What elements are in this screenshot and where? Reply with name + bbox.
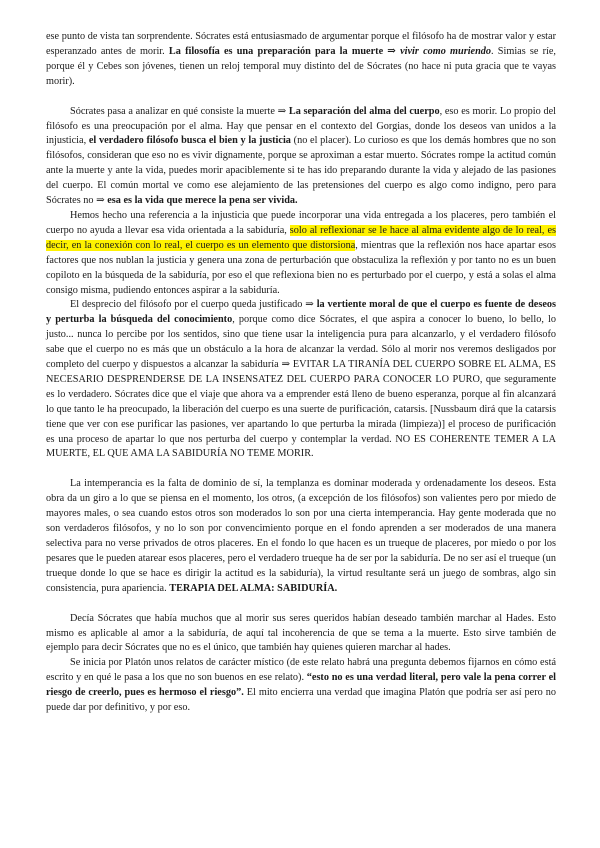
bold-phrase: TERAPIA DEL ALMA: SABIDURÍA. xyxy=(169,582,338,594)
bold-phrase: esa es la vida que merece la pena ser vivida. xyxy=(107,195,298,207)
highlighted-passage: solo al reflexionar se le hace al alma evidente algo de lo real, es decir, en la conexión con lo real, el cuerpo es un elemento que distorsiona xyxy=(46,224,556,251)
paragraph-7: Se inicia por Platón unos relatos de carácter místico (de este relato habrá una pregunta debemos fijarnos en cómo está escrito y en qué le pasa a los que no son buenos en ese relato). “esto no es una verdad literal, pero vale la pena correr el riesgo de creerlo, pues es hermoso el riesgo”. El mito encierra una verdad que imagina Platón que podría ser así pero no puede dar por definitivo, y por eso. xyxy=(46,657,556,714)
bold-phrase: La separación del alma del cuerpo xyxy=(288,105,440,117)
bold-italic-phrase: vivir como muriendo xyxy=(400,45,492,57)
paragraph-1: ese punto de vista tan sorprendente. Sócrates está entusiasmado de argumentar porque el filósofo ha de mostrar valor y estar esperanzado antes de morir. La filosofía es una preparación para la muerte ⇒ vivir como muriendo. Simias se ríe, porque él y Cebes son jóvenes, tienen un reloj temporal muy distinto del de Sócrates (no hace ni puta gracia que te vayas morir). xyxy=(46,31,556,87)
paragraph-6: Decía Sócrates que había muchos que al morir sus seres queridos habían deseado también marchar al Hades. Esto mismo es aplicable al amor a la sabiduría, de aquí tal incoherencia de que se tema a la muerte. Esto sirve también de ejemplo para decir Sócrates que no es el único, que también hay quienes quieren marchar al hades. xyxy=(46,612,556,654)
bold-quote: “esto no es una verdad literal, pero vale la pena correr el riesgo de creerlo, pues es hermoso el riesgo”. xyxy=(46,672,556,699)
paragraph-3: Hemos hecho una referencia a la injusticia que puede incorporar una vida entregada a los placeres, pero también el cuerpo no ayuda a llevar esa vida orientada a la sabiduría, solo al reflexionar se le hace al alma evidente algo de lo real, es decir, en la conexión con lo real, el cuerpo es un elemento que distorsiona, mientras que la reflexión nos hace apartar esos factores que nos nublan la justicia y genera una zona de perturbación que obstaculiza la reflexión y por tanto no es un buen copiloto en la búsqueda de la sabiduría, por eso el que reflexiona bien no es perturbado por el cuerpo, y está a solas el alma consigo misma, pudiendo entonces aspirar a la sabiduría. xyxy=(46,209,556,296)
bold-phrase: la vertiente moral de que el cuerpo es fuente de deseos y perturba la búsqueda del conocimiento xyxy=(46,299,556,326)
paragraph-5: La intemperancia es la falta de dominio de sí, la templanza es dominar moderada y ordenadamente los deseos. Esta obra da un giro a lo que se piensa en el momento, los otros, (a excepción de los filósofos) son valientes pero por miedo de mayores males, o sea cuando estos otros son moderados lo son por una cierta intemperancia. Hay gente moderada que no son verdaderos filósofos, y no lo son por convencimiento porque en el fondo aprenden a ser moderados de una manera selectiva para no verse privados de otros placeres. En el fondo lo que hacen es un trueque de placeres, por miedo o por los pesares que le pueden atarear esos placeres, pero el verdadero trueque ha de ser por la sabiduría. De no ser así el trueque (un trueque donde lo que se hace es dirigir la actitud es la sabiduría), la virtud resultante será un juego de sombras, algo sin consistencia, pura apariencia. TERAPIA DEL ALMA: SABIDURÍA. xyxy=(46,478,556,594)
bold-phrase: el verdadero filósofo busca el bien y la justicia xyxy=(88,135,291,147)
document-page xyxy=(46,30,556,716)
bold-phrase: La filosofía es una preparación para la muerte ⇒ xyxy=(168,45,401,57)
paragraph-2: Sócrates pasa a analizar en qué consiste la muerte ⇒ La separación del alma del cuerpo, eso es morir. Lo propio del filósofo es una preocupación por el alma. Hay que pensar en el contexto del Gorgias, donde los deseos van unidos a la injusticia, el verdadero filósofo busca el bien y la justicia (no el placer). Lo curioso es que los demás hombres que no son filósofos, consideran que eso no es vivir dignamente, porque se aproximan a estar muerto. Sócrates rompe la actitud común ante la muerte y ante la vida, puedes morir apaciblemente si te has ido preparando durante la vida y alejado de las pasiones del cuerpo. El común mortal ve como ese alejamiento de las pretensiones del cuerpo es algo como indigno, pero para Sócrates no ⇒ esa es la vida que merece la pena ser vivida. xyxy=(46,105,556,207)
paragraph-4: El desprecio del filósofo por el cuerpo queda justificado ⇒ la vertiente moral de que el cuerpo es fuente de deseos y perturba la búsqueda del conocimiento, porque como dice Sócrates, el que aspira a conocer lo bueno, lo bello, lo justo... nunca lo percibe por los sentidos, sino que tiene usar la inteligencia pura para alcanzarlo, y el verdadero filósofo sabe que el cuerpo no es más que un obstáculo a la hora de alcanzar la verdad. Sólo al morir nos veremos desligados por completo del cuerpo y dispuestos a alcanzar la sabiduría ⇒ EVITAR LA TIRANÍA DEL CUERPO SOBRE EL ALMA, ES NECESARIO DESPRENDERSE DE LA INSENSATEZ DEL CUERPO PARA CONOCER LO PURO, que seguramente es lo verdadero. Sócrates dice que el viaje que ahora va a emprender está lleno de bueno esperanza, porque al fin alcanzará lo que tanto le ha preocupado, la liberación del cuerpo es una suerte de purificación, catarsis. [Nussbaum dirá que la catarsis tiene que ver con ese purificar las pasiones, ver apartando lo que perturba la mirada (limpieza)] el proceso de purificación es una proceso de apartar lo que nos perturba del cuerpo y contemplar la verdad. NO ES COHERENTE TEMER A LA MUERTE, EL QUE AMA LA SABIDURÍA NO TEME MORIR. xyxy=(46,299,556,460)
